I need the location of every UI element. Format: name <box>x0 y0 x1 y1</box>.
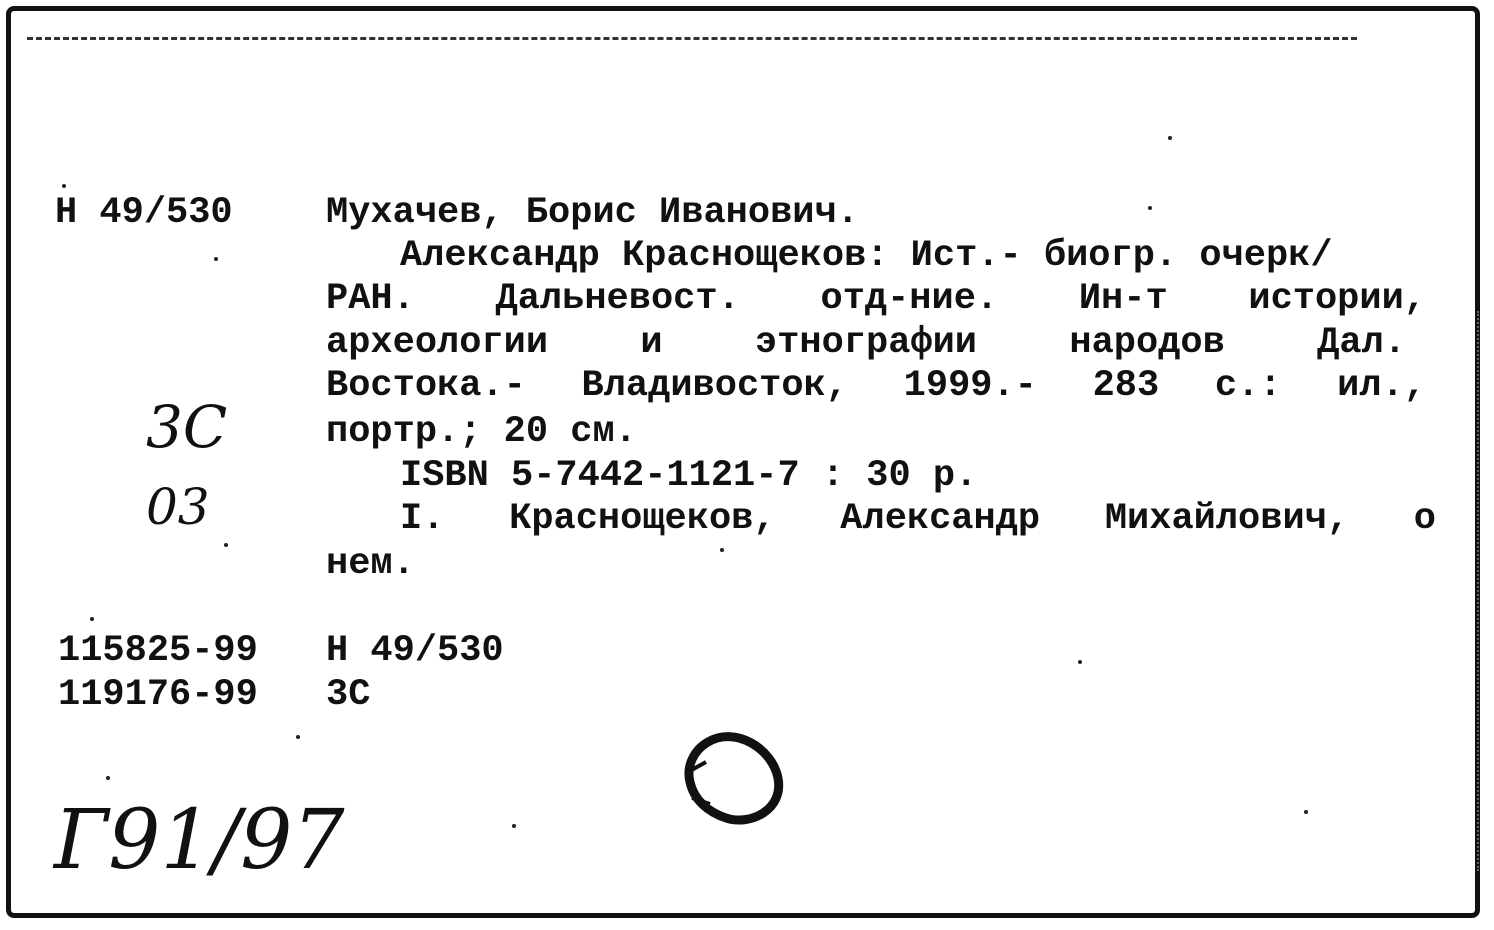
isbn-line: ISBN 5-7442-1121-7 : 30 р. <box>400 455 978 497</box>
handwritten-mark: 3С <box>146 393 228 461</box>
scan-speck <box>1148 206 1152 210</box>
top-dashed-line <box>27 37 1357 40</box>
circle-stamp-icon <box>680 730 790 830</box>
title-line: Александр Краснощеков: Ист.- биогр. очерк/ <box>400 235 1333 277</box>
description-line: РАН. Дальневост. отд-ние. Ин-т истории, <box>326 278 1426 320</box>
inventory-number: 119176-99 <box>58 674 258 716</box>
inventory-location: Н 49/530 <box>326 630 504 672</box>
scan-speck <box>1168 136 1172 140</box>
description-line: портр.; 20 см. <box>326 411 637 453</box>
scan-speck <box>90 617 94 621</box>
scan-speck <box>1078 660 1082 664</box>
inventory-number: 115825-99 <box>58 630 258 672</box>
description-line: археологии и этнографии народов Дал. <box>326 322 1406 364</box>
scan-speck <box>214 257 218 261</box>
scan-speck <box>512 824 516 828</box>
scan-speck <box>106 776 110 780</box>
scan-speck <box>296 735 300 739</box>
handwritten-mark: 03 <box>146 478 210 536</box>
inventory-location: 3С <box>326 674 371 716</box>
scan-speck <box>1304 810 1308 814</box>
scan-speck <box>720 548 724 552</box>
description-line: Востока.- Владивосток, 1999.- 283 с.: ил., <box>326 365 1426 407</box>
subject-line: нем. <box>326 543 415 585</box>
scan-speck <box>224 543 228 547</box>
call-number: Н 49/530 <box>55 192 233 234</box>
scan-speck <box>62 184 66 188</box>
right-dotted-edge <box>1477 311 1479 871</box>
handwritten-note: Г91/97 <box>54 793 345 888</box>
author-heading: Мухачев, Борис Иванович. <box>326 192 859 234</box>
subject-line: I. Краснощеков, Александр Михайлович, о <box>400 498 1436 540</box>
